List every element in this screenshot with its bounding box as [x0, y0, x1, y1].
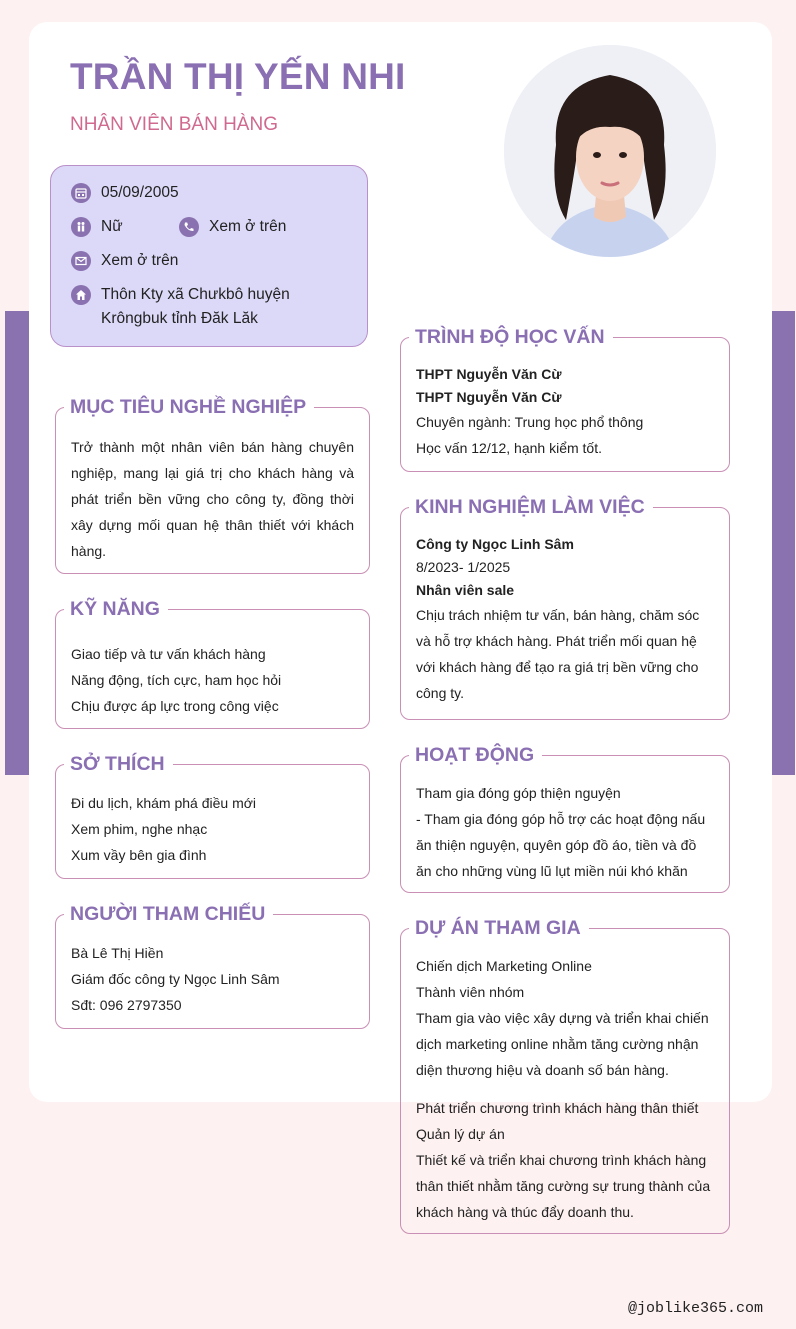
skills-title: KỸ NĂNG: [64, 597, 168, 621]
birthday-text: 05/09/2005: [101, 184, 179, 201]
hobby-item: Xem phim, nghe nhạc: [71, 821, 208, 837]
section-references: [55, 914, 370, 1029]
activities-title: HOẠT ĐỘNG: [409, 743, 542, 767]
hobby-item: Xum vầy bên gia đình: [71, 847, 207, 863]
reference-item: Sđt: 096 2797350: [71, 997, 182, 1013]
career-goal-title: MỤC TIÊU NGHỀ NGHIỆP: [64, 395, 314, 419]
contact-info-box: [50, 165, 368, 347]
hobby-item: Đi du lịch, khám phá điều mới: [71, 795, 257, 811]
gender-icon: [71, 217, 91, 237]
section-career-goal: [55, 407, 370, 574]
contact-phone: [179, 215, 286, 239]
section-activities: [400, 755, 730, 893]
experience-description: Chịu trách nhiệm tư vấn, bán hàng, chăm sóc và hỗ trợ khách hàng. Phát triển mối quan hệ với khách hàng để tạo ra giá trị bền vững cho công ty.: [416, 607, 700, 701]
gender-text: Nữ: [101, 218, 123, 235]
section-projects: [400, 928, 730, 1234]
skill-item: Chịu được áp lực trong công việc: [71, 698, 279, 714]
hobbies-title: SỞ THÍCH: [64, 752, 173, 776]
education-school: THPT Nguyễn Văn Cừ: [416, 366, 562, 382]
experience-role: Nhân viên sale: [416, 582, 515, 598]
experience-title: KINH NGHIỆM LÀM VIỆC: [409, 495, 653, 519]
career-goal-text: Trở thành một nhân viên bán hàng chuyên nghiệp, mang lại giá trị cho khách hàng và phát triển bền vững cho công ty, đồng thời xây dựng mối quan hệ thân thiết với khách hàng.: [71, 439, 354, 559]
skill-item: Năng động, tích cực, ham học hỏi: [71, 672, 282, 688]
experience-company: Công ty Ngọc Linh Sâm: [416, 536, 574, 552]
project-description: Tham gia vào việc xây dựng và triển khai chiến dịch marketing online nhằm tăng cường nhận diện thương hiệu và doanh số bán hàng.: [416, 1010, 709, 1078]
contact-gender: [71, 215, 123, 239]
profile-photo-illustration: [504, 45, 716, 257]
email-text: Xem ở trên: [101, 252, 179, 269]
skill-item: Giao tiếp và tư vấn khách hàng: [71, 646, 266, 662]
project-name: Chiến dịch Marketing Online: [416, 958, 592, 974]
education-school: THPT Nguyễn Văn Cừ: [416, 389, 562, 405]
activity-description: - Tham gia đóng góp hỗ trợ các hoạt động nấu ăn thiện nguyện, quyên góp đồ áo, tiền và đồ ăn cho những vùng lũ lụt miền núi khó khăn: [416, 811, 706, 879]
address-line-1: Thôn Kty xã Chưkbô huyện: [101, 286, 290, 303]
home-icon: [71, 285, 91, 305]
project-role: Thành viên nhóm: [416, 984, 525, 1000]
profile-photo: [504, 45, 716, 257]
contact-address: [71, 283, 290, 331]
project-role: Quản lý dự án: [416, 1126, 505, 1142]
section-skills: [55, 609, 370, 729]
address-line-2: Krôngbuk tỉnh Đăk Lăk: [101, 310, 258, 327]
education-title: TRÌNH ĐỘ HỌC VẤN: [409, 325, 613, 349]
projects-title: DỰ ÁN THAM GIA: [409, 916, 589, 940]
project-name: Phát triển chương trình khách hàng thân thiết: [416, 1100, 699, 1116]
education-result: Học vấn 12/12, hạnh kiểm tốt.: [416, 440, 602, 456]
reference-item: Giám đốc công ty Ngọc Linh Sâm: [71, 971, 280, 987]
reference-item: Bà Lê Thị Hiền: [71, 945, 164, 961]
contact-birthday: [71, 181, 179, 205]
phone-icon: [179, 217, 199, 237]
side-band-left: [5, 311, 29, 775]
candidate-name: TRẦN THỊ YẾN NHI: [70, 56, 406, 97]
section-education: [400, 337, 730, 472]
job-position: NHÂN VIÊN BÁN HÀNG: [70, 114, 278, 135]
section-experience: [400, 507, 730, 720]
calendar-icon: [71, 183, 91, 203]
activity-name: Tham gia đóng góp thiện nguyện: [416, 785, 621, 801]
footer-watermark: @joblike365.com: [628, 1300, 764, 1317]
education-major: Chuyên ngành: Trung học phổ thông: [416, 414, 644, 430]
contact-email: [71, 249, 178, 273]
mail-icon: [71, 251, 91, 271]
section-hobbies: [55, 764, 370, 879]
experience-period: 8/2023- 1/2025: [416, 559, 511, 575]
references-title: NGƯỜI THAM CHIẾU: [64, 902, 273, 926]
phone-text: Xem ở trên: [209, 218, 287, 235]
project-description: Thiết kế và triển khai chương trình khách hàng thân thiết nhằm tăng cường sự trung thành của khách hàng và thúc đẩy doanh thu.: [416, 1152, 711, 1220]
side-band-right: [772, 311, 795, 775]
